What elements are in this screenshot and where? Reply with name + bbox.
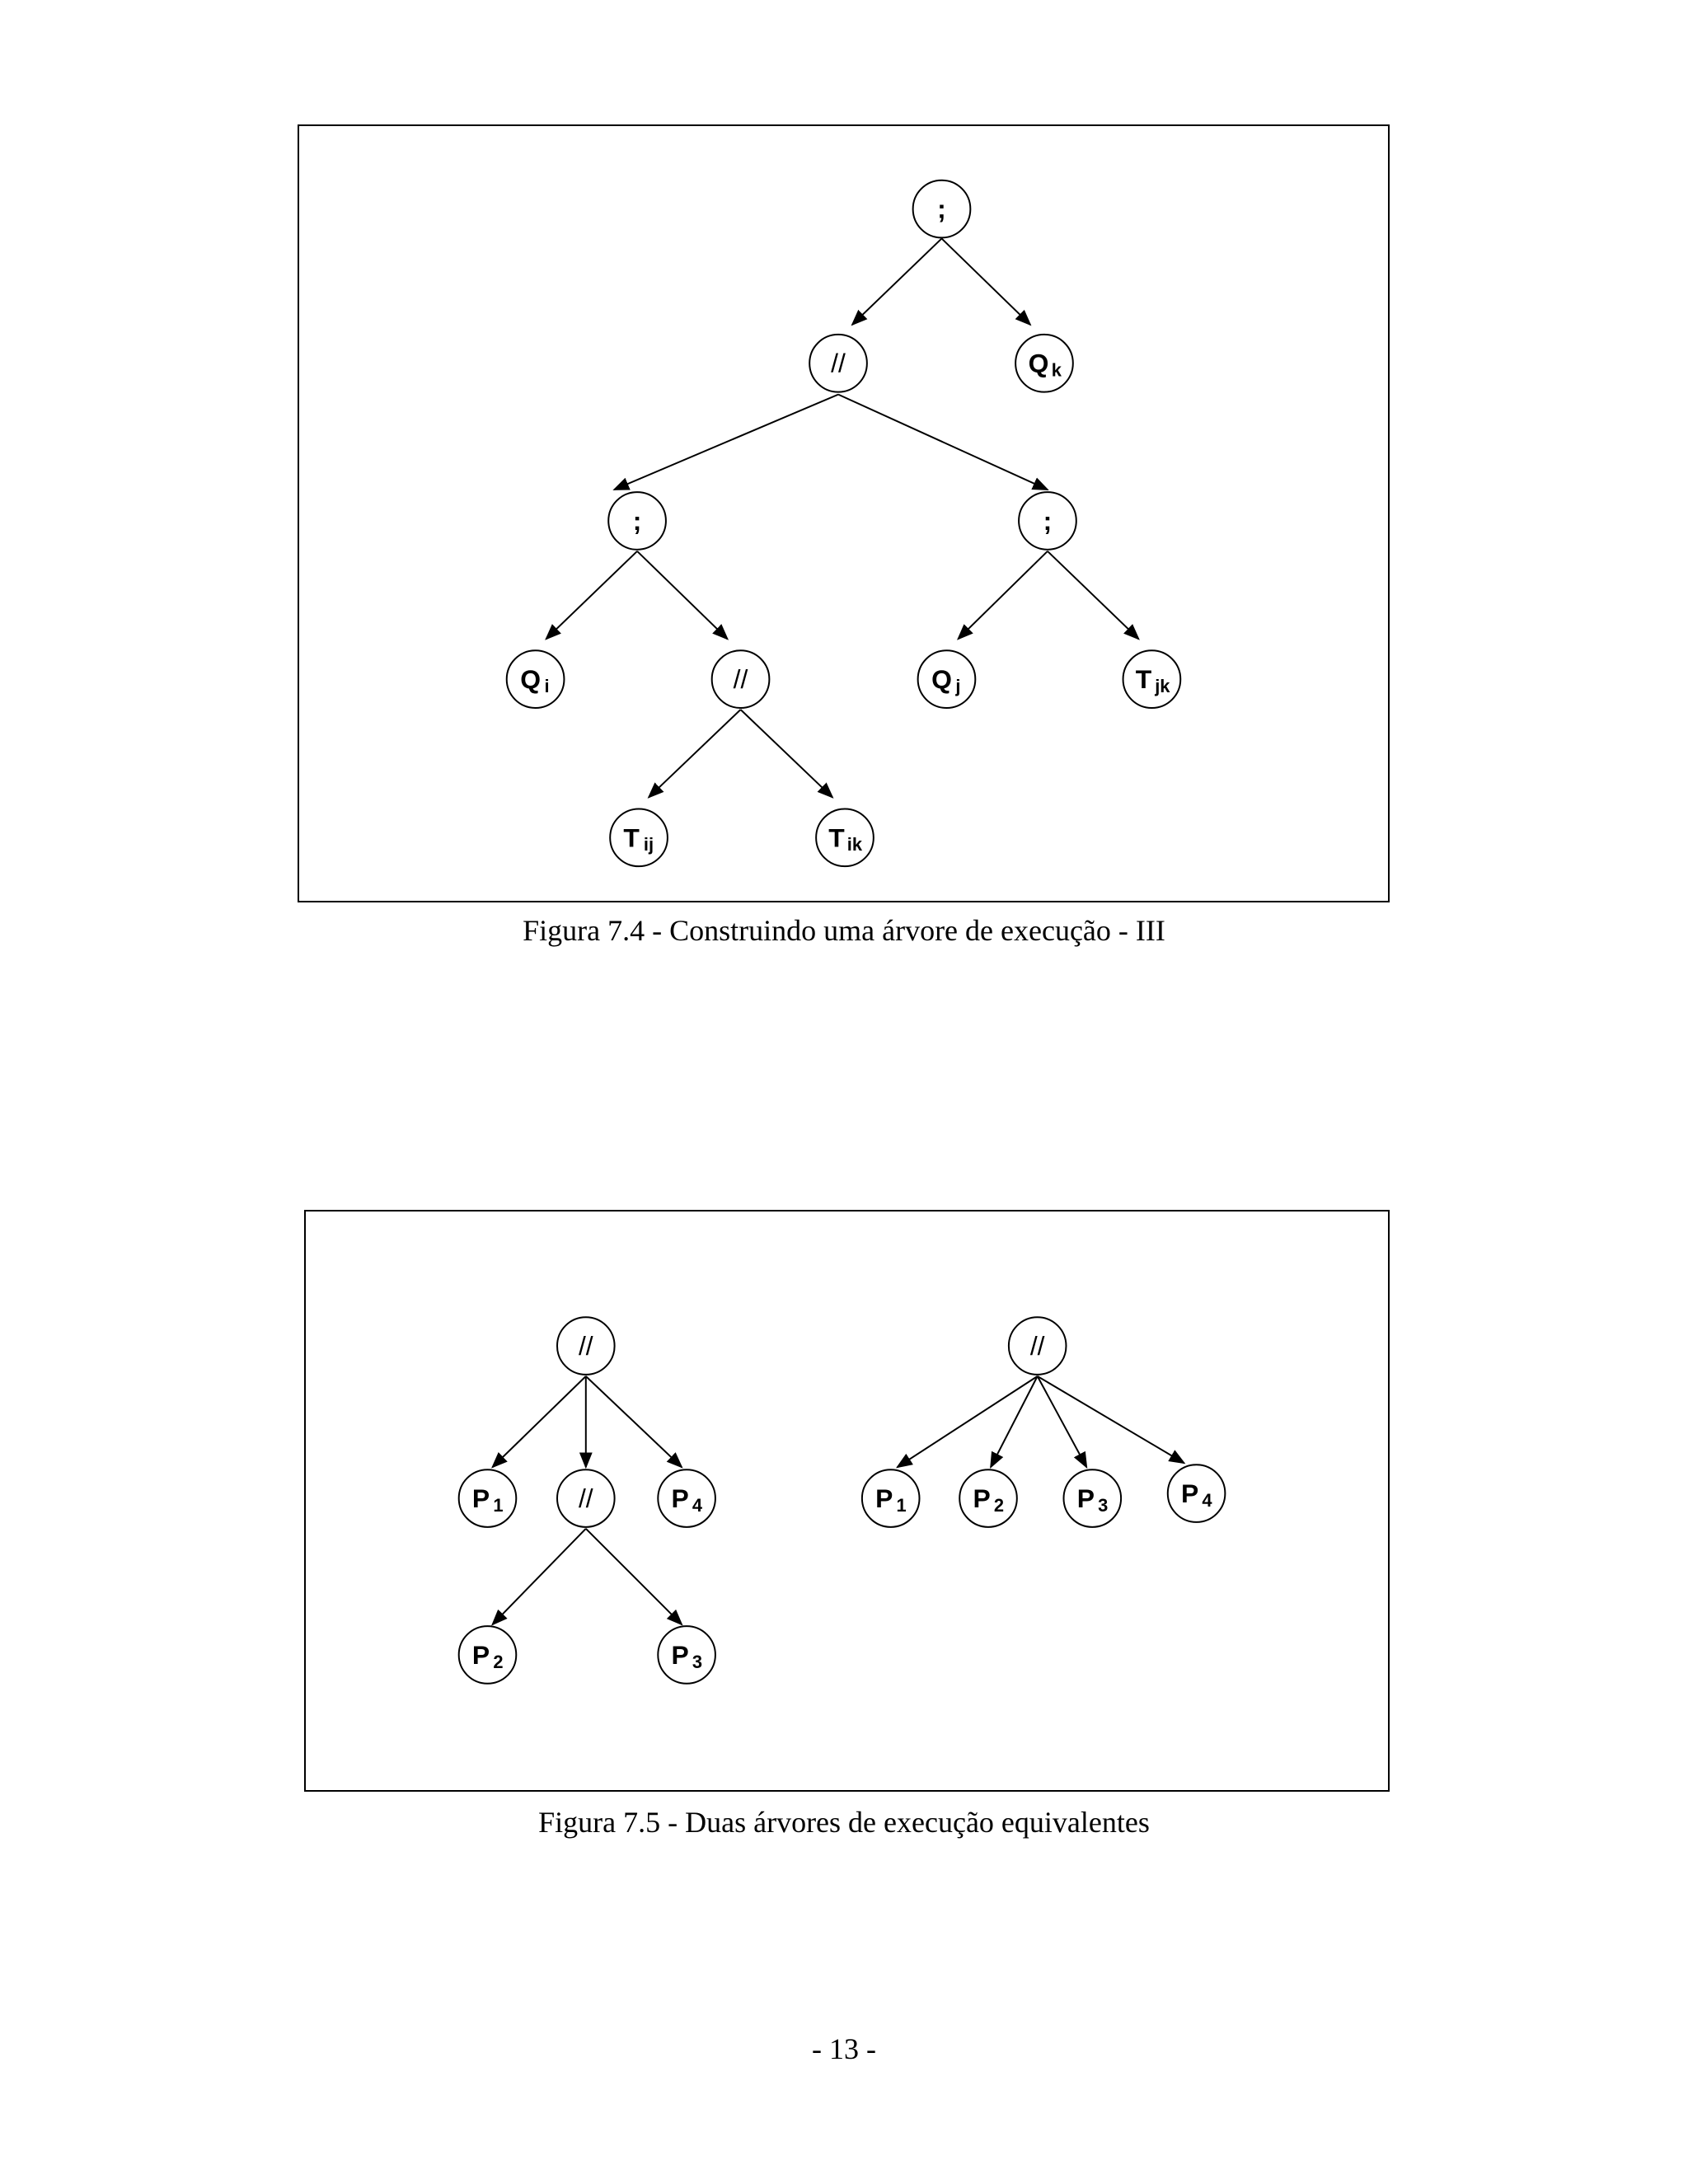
svg-text:;: ; (632, 505, 642, 536)
svg-text:Q: Q (931, 664, 952, 695)
page-number: - 13 - (812, 2032, 876, 2065)
right-tree-p4 (1168, 1465, 1226, 1522)
right-tree-p2 (959, 1469, 1017, 1527)
node-qk (1015, 335, 1073, 392)
right-tree-root (1009, 1317, 1067, 1375)
svg-text:4: 4 (692, 1494, 703, 1516)
left-tree-p3 (658, 1626, 715, 1684)
node-tik (816, 808, 874, 866)
node-tij (610, 808, 668, 866)
svg-text://: // (1029, 1331, 1045, 1361)
svg-text:1: 1 (493, 1494, 504, 1516)
svg-text:P: P (973, 1483, 991, 1513)
node-parallel-2 (712, 650, 770, 708)
svg-text://: // (733, 664, 748, 695)
svg-text:4: 4 (1202, 1489, 1212, 1511)
svg-text:3: 3 (692, 1651, 703, 1672)
node-root-seq (913, 180, 971, 238)
svg-text:T: T (623, 823, 640, 853)
svg-text:2: 2 (493, 1651, 504, 1672)
svg-text:Q: Q (520, 664, 542, 695)
svg-text:Q: Q (1028, 348, 1049, 378)
svg-text:T: T (1135, 664, 1152, 695)
svg-text://: // (578, 1331, 593, 1361)
left-tree-p4 (658, 1469, 715, 1527)
left-tree-inner-parallel (557, 1469, 615, 1527)
node-seq-right (1019, 492, 1076, 550)
svg-text:;: ; (937, 194, 946, 224)
svg-text://: // (831, 348, 846, 378)
svg-text://: // (578, 1483, 593, 1513)
svg-text:P: P (471, 1639, 490, 1670)
svg-text:P: P (1076, 1483, 1095, 1513)
svg-text:T: T (828, 823, 845, 853)
svg-text:P: P (471, 1483, 490, 1513)
svg-text:3: 3 (1098, 1494, 1109, 1516)
node-qj (918, 650, 976, 708)
node-seq-left (608, 492, 666, 550)
svg-text:k: k (1051, 359, 1062, 381)
svg-text:ik: ik (846, 834, 863, 855)
svg-text:ij: ij (643, 834, 654, 855)
svg-text:2: 2 (993, 1494, 1005, 1516)
svg-text:P: P (671, 1639, 689, 1670)
right-tree-edges (898, 1376, 1184, 1467)
figure-7-5-frame (304, 1210, 1390, 1792)
node-parallel-1 (809, 335, 867, 392)
node-tjk (1123, 650, 1181, 708)
figure-7-5-caption: Figura 7.5 - Duas árvores de execução equivalentes (538, 1806, 1150, 1839)
svg-text:jk: jk (1155, 676, 1170, 697)
figure-7-4-caption: Figura 7.4 - Construindo uma árvore de execução - III (523, 914, 1165, 947)
left-tree-p2 (459, 1626, 517, 1684)
figure-7-5-trees (306, 1212, 1388, 1790)
right-tree-p1 (862, 1469, 920, 1527)
svg-text:P: P (1181, 1478, 1199, 1508)
svg-text:j: j (955, 676, 961, 697)
figure-7-4-tree (299, 126, 1388, 901)
node-qi (507, 650, 565, 708)
right-tree-p3 (1064, 1469, 1122, 1527)
svg-text:i: i (544, 676, 550, 697)
svg-text:1: 1 (896, 1494, 907, 1516)
svg-text:P: P (671, 1483, 689, 1513)
left-tree-root (557, 1317, 615, 1375)
figure-7-4-frame (298, 124, 1390, 902)
svg-text:;: ; (1043, 505, 1053, 536)
svg-text:P: P (875, 1483, 893, 1513)
left-tree-p1 (459, 1469, 517, 1527)
